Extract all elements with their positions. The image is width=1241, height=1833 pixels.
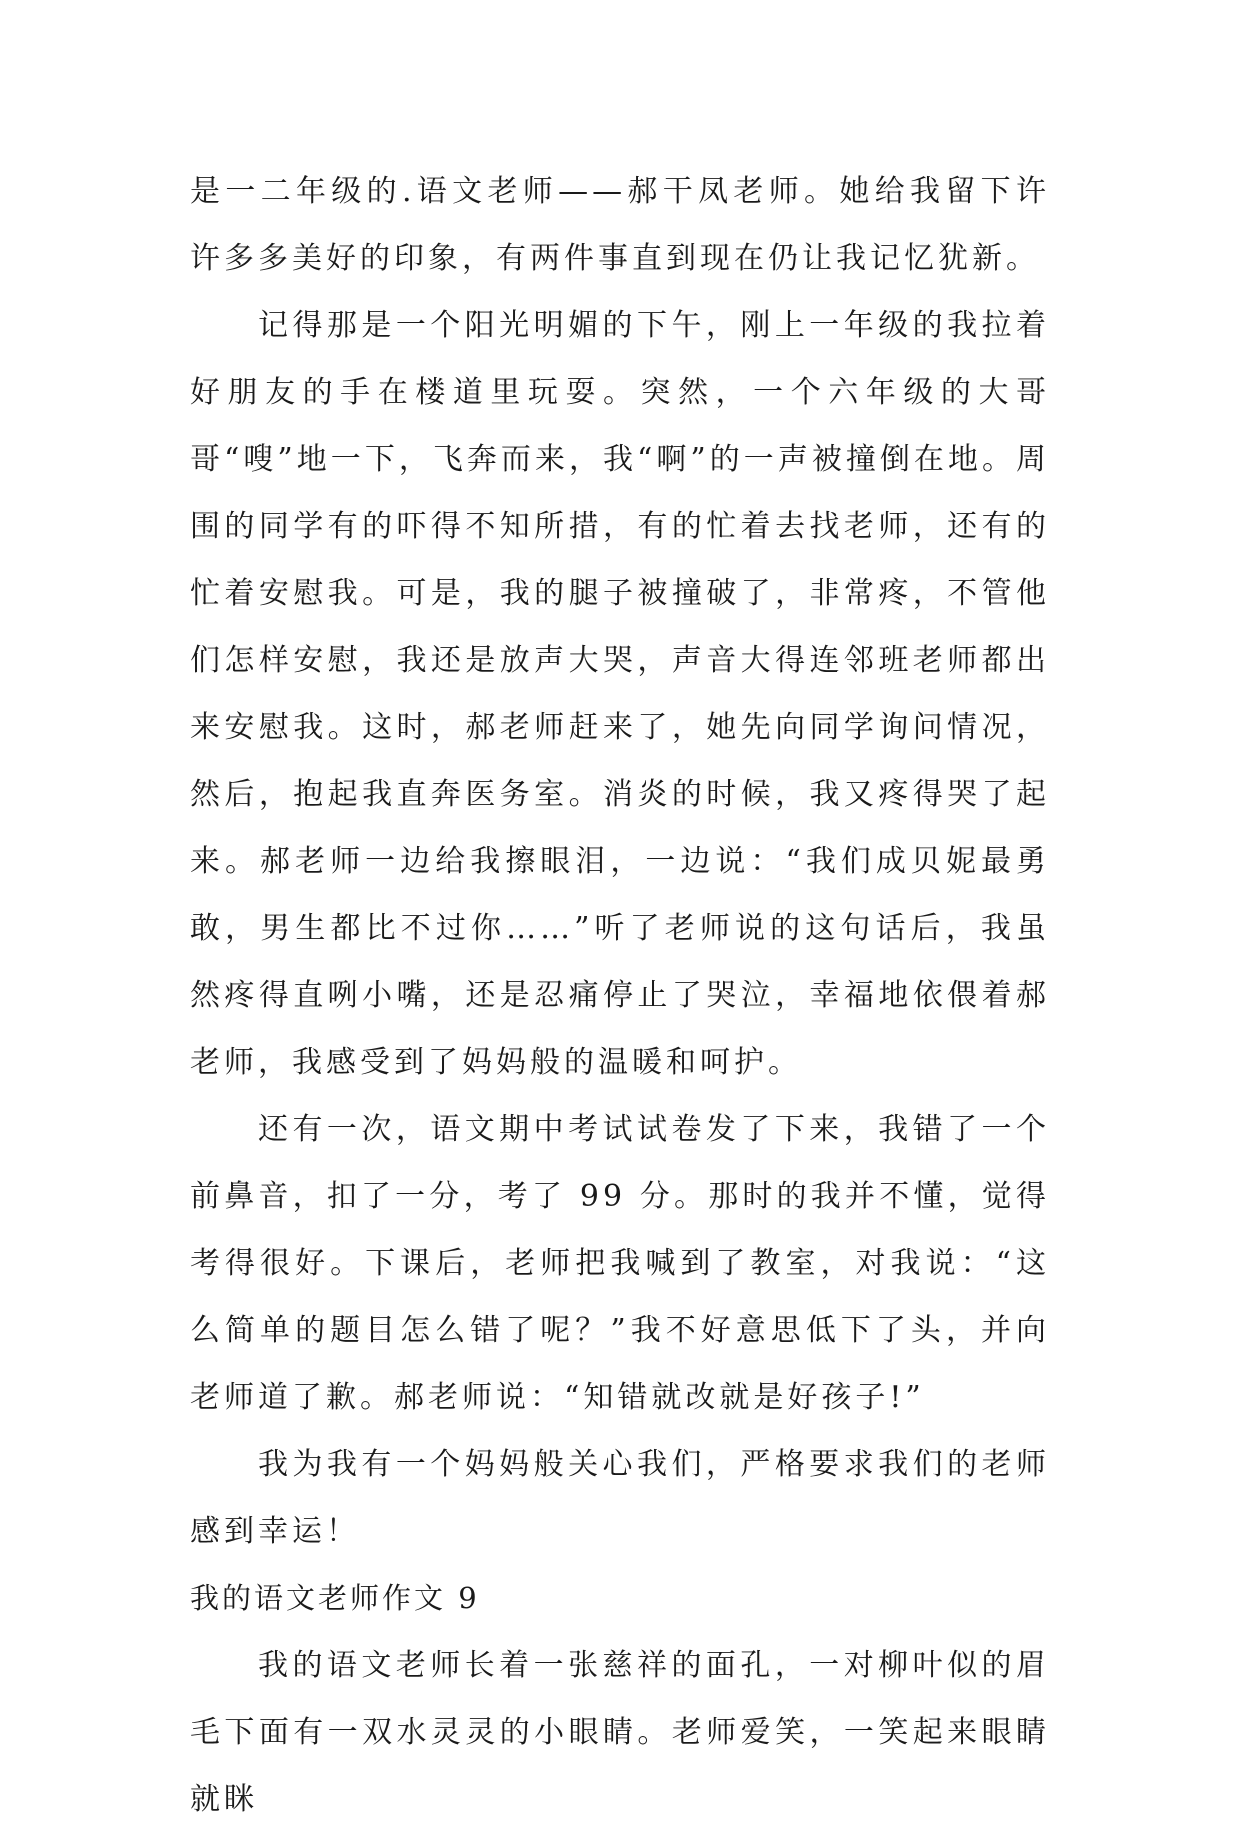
paragraph-intro: 是一二年级的.语文老师——郝干凤老师。她给我留下许许多多美好的印象，有两件事直到现在仍让我记忆犹新。: [190, 174, 1050, 276]
paragraph-story-exam: 还有一次，语文期中考试试卷发了下来，我错了一个前鼻音，扣了一分，考了 99 分。那时的我并不懂，觉得考得很好。下课后，老师把我喊到了教室，对我说：“这么简单的题目怎么错了呢？”我不好意思低下了头，并向老师道了歉。郝老师说：“知错就改就是好孩子!”: [190, 1112, 1050, 1415]
paragraph-story-injury: 记得那是一个阳光明媚的下午，刚上一年级的我拉着好朋友的手在楼道里玩耍。突然，一个六年级的大哥哥“嗖”地一下，飞奔而来，我“啊”的一声被撞倒在地。周围的同学有的吓得不知所措，有的忙着去找老师，还有的忙着安慰我。可是，我的腿子被撞破了，非常疼，不管他们怎样安慰，我还是放声大哭，声音大得连邻班老师都出来安慰我。这时，郝老师赶来了，她先向同学询问情况，然后，抱起我直奔医务室。消炎的时候，我又疼得哭了起来。郝老师一边给我擦眼泪，一边说：“我们成贝妮最勇敢，男生都比不过你……”听了老师说的这句话后，我虽然疼得直咧小嘴，还是忍痛停止了哭泣，幸福地依偎着郝老师，我感受到了妈妈般的温暖和呵护。: [190, 308, 1050, 1080]
paragraph-conclusion: 我为我有一个妈妈般关心我们，严格要求我们的老师感到幸运！: [190, 1447, 1050, 1549]
paragraph-next-essay: 我的语文老师长着一张慈祥的面孔，一对柳叶似的眉毛下面有一双水灵灵的小眼睛。老师爱笑，一笑起来眼睛就眯: [190, 1648, 1050, 1817]
essay-heading: 我的语文老师作文 9: [190, 1581, 480, 1615]
document-page: [190, 158, 1050, 1833]
